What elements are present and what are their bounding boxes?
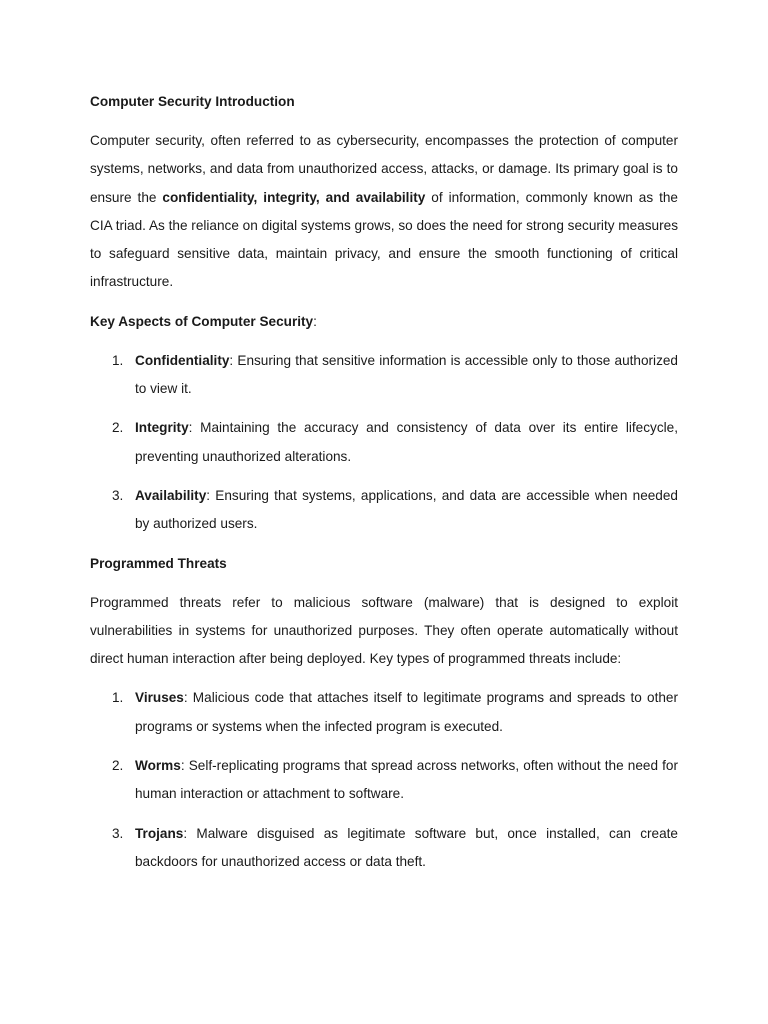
list-item [90, 820, 678, 877]
list-term: Worms [135, 758, 181, 774]
list-item [90, 684, 678, 741]
aspects-heading-text: Key Aspects of Computer Security [90, 313, 314, 329]
intro-heading: Computer Security Introduction [90, 94, 295, 109]
list-item [90, 752, 678, 809]
list-item [90, 482, 678, 539]
list-term: Trojans [135, 825, 184, 841]
list-item [90, 414, 678, 471]
list-text: : Ensuring that systems, applications, and data are accessible when needed by authorized users. [135, 487, 678, 532]
aspects-heading-colon: : [313, 313, 317, 329]
cia-emphasis: confidentiality, integrity, and availability [162, 189, 426, 205]
document-page [90, 88, 678, 887]
intro-paragraph [90, 127, 678, 297]
list-number: 1. [112, 352, 124, 368]
list-term: Availability [135, 487, 207, 503]
intro-text-start: Computer security, often referred to as cybersecurity, encompasses the protection of computer systems, networks, and data from unauthorized access, attacks, or damage. Its primary goal is to ensure the [90, 133, 678, 205]
list-term: Integrity [135, 420, 189, 436]
list-text: : Malware disguised as legitimate software but, once installed, can create backdoors for unauthorized access or data theft. [135, 825, 678, 869]
aspects-list [90, 347, 678, 539]
list-term: Viruses [135, 690, 184, 706]
list-text: : Maintaining the accuracy and consistency of data over its entire lifecycle, preventing unauthorized alterations. [135, 420, 678, 464]
list-text: : Ensuring that sensitive information is accessible only to those authorized to view it. [135, 352, 678, 397]
list-number: 3. [112, 825, 124, 841]
list-text: : Malicious code that attaches itself to legitimate programs and spreads to other programs or systems when the infected program is executed. [135, 690, 678, 734]
list-number: 2. [112, 420, 124, 436]
list-number: 3. [112, 487, 124, 503]
threats-list [90, 684, 678, 876]
list-term: Confidentiality [135, 352, 230, 368]
intro-text-end: of information, commonly known as the CIA triad. As the reliance on digital systems grows, so does the need for strong security measures to safeguard sensitive data, maintain privacy, and ensure the smooth functioning of critical infrastructure. [90, 189, 678, 290]
list-text: : Self-replicating programs that spread across networks, often without the need for human interaction or attachment to software. [135, 758, 678, 802]
list-number: 2. [112, 758, 124, 774]
aspects-heading [90, 308, 678, 336]
list-item [90, 347, 678, 404]
list-number: 1. [112, 690, 124, 706]
threats-paragraph: Programmed threats refer to malicious software (malware) that is designed to exploit vulnerabilities in systems for unauthorized purposes. They often operate automatically without direct human interaction after being deployed. Key types of programmed threats include: [90, 594, 678, 667]
threats-heading: Programmed Threats [90, 555, 227, 571]
